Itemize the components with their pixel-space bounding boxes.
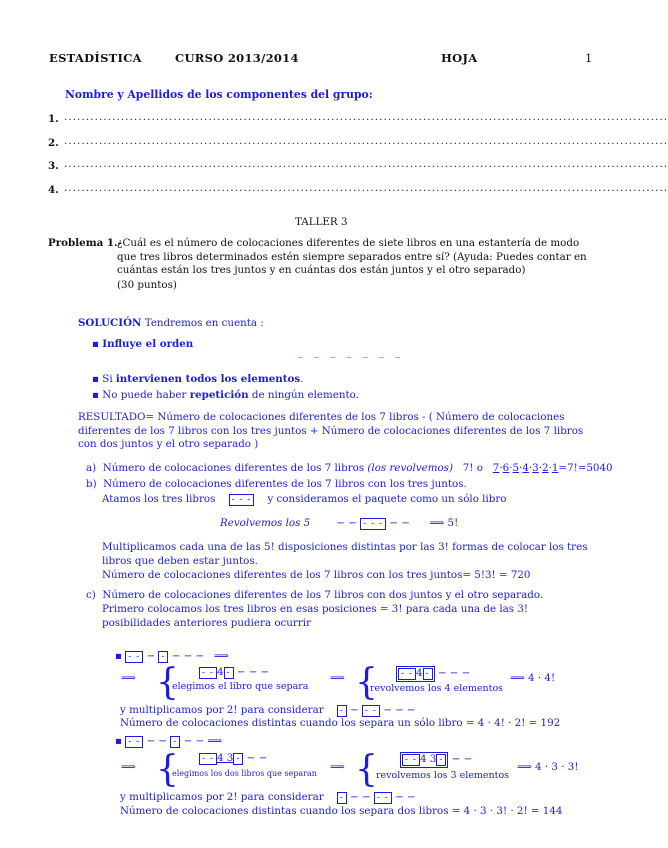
case2-result: ⟹ 4 · 3 · 3! <box>517 761 579 773</box>
group-line-1-dots: .......................................................................................................................................... <box>64 112 668 123</box>
bullet-rep-post: de ningún elemento. <box>248 389 359 401</box>
single-box: - <box>337 792 347 804</box>
bullet-order-text: Influye el orden <box>102 338 194 350</box>
case1-brace1-label: elegimos el libro que separa <box>172 681 309 692</box>
group-box: - - 4 - <box>396 666 435 682</box>
case1-count: Número de colocaciones distintas cuando los separa un sólo libro = 4 · 4! · 2! = 192 <box>120 717 561 729</box>
single-box: - <box>423 668 433 680</box>
bullet-rep-pre: No puede haber <box>102 389 190 401</box>
case2-arrangement: ▪ - - − − - − − ⟹ <box>115 735 223 747</box>
problem-label: Problema 1.- <box>48 237 122 249</box>
case1-arrangement: ▪ - - − - − − − ⟹ <box>115 650 229 662</box>
header-sheet: HOJA <box>441 51 478 65</box>
digit: 7 <box>492 462 500 474</box>
part-b-revolve-text: Revolvemos los 5 <box>220 517 311 529</box>
group-box: - - 4 3 - <box>400 752 448 768</box>
part-b-count: Número de colocaciones diferentes de los 7 libros con los tres juntos= 5!3! = 720 <box>102 569 531 581</box>
case1-arrow: ⟹ <box>121 672 136 684</box>
single-box: - <box>224 667 234 679</box>
part-c-line1-text: Número de colocaciones diferentes de los 7 libros con dos juntos y el otro separado. <box>102 589 544 601</box>
case2-choice: - - 4 3 - − − <box>199 752 267 766</box>
digit: 1 <box>551 462 559 474</box>
group-line-2-label: 2. <box>48 137 59 149</box>
solution-label: SOLUCIÓN <box>78 317 142 329</box>
position-dashes: _ _ _ _ _ _ _ <box>298 347 405 358</box>
bullet-all-post: . <box>300 373 304 385</box>
group-line-4-label: 4. <box>48 184 59 196</box>
single-box: - <box>158 651 168 663</box>
case1-brace2: { <box>355 662 378 703</box>
part-b-revolve: Revolvemos los 5 − − - - - − − ⟹ 5! <box>220 517 459 529</box>
digit: 2 <box>542 462 549 474</box>
bullet-dot: ▪ <box>92 338 99 350</box>
book-bundle-box: - - - <box>229 494 255 506</box>
group-line-1-label: 1. <box>48 113 59 125</box>
part-b-multiply: Multiplicamos cada una de las 5! disposiciones distintas por las 3! formas de colocar los tres libros que deben estar juntos. <box>102 541 588 567</box>
part-b-line1-text: Número de colocaciones diferentes de los 7 libros con los tres juntos. <box>103 478 467 490</box>
group-line-3-label: 3. <box>48 160 59 172</box>
case1-num: 4 <box>216 666 224 678</box>
bullet-rep-bold: repetición <box>189 389 249 401</box>
part-c-line1 <box>86 589 543 603</box>
digit: 3 <box>532 462 539 474</box>
part-b-label: b) <box>86 478 97 490</box>
part-a-factorial: 7! o <box>462 462 483 474</box>
digit: 5 <box>512 462 520 474</box>
case2-arrow2: ⟹ <box>330 761 345 773</box>
problem-points: (30 puntos) <box>117 279 177 291</box>
single-box: - <box>436 754 446 766</box>
workshop-title: TALLER 3 <box>295 216 348 228</box>
part-a-result: =7!=5040 <box>558 462 613 474</box>
case1-result: ⟹ 4 · 4! <box>510 672 556 684</box>
book-bundle-box: - - - <box>360 518 386 530</box>
case2-count: Número de colocaciones distintas cuando los separa dos libros = 4 · 3 · 3! · 2! = 144 <box>120 805 563 817</box>
group-title: Nombre y Apellidos de los componentes del grupo: <box>65 88 373 101</box>
bullet-all-pre: Si <box>102 373 116 385</box>
single-box: - <box>337 705 347 717</box>
bullet-dot: ▪ <box>92 389 99 401</box>
part-b-line2 <box>102 493 506 507</box>
case2-brace1: { <box>156 749 179 790</box>
part-a-text: Número de colocaciones diferentes de los 7 libros <box>102 462 365 474</box>
case2-multiply: y multiplicamos por 2! para considerar - − − - - − − <box>120 791 416 803</box>
solution-intro <box>78 317 264 331</box>
pair-box: - - <box>374 792 392 804</box>
case2-brace2-label: revolvemos los 3 elementos <box>376 770 510 781</box>
case1-brace2-label: revolvemos los 4 elementos <box>370 683 504 694</box>
part-a: a) Número de colocaciones diferentes de los 7 libros (los revolvemos) 7! o 7·6·5·4·3·2·1=7!=5040 <box>86 462 613 474</box>
pair-box: - - <box>199 667 217 679</box>
case1-multiply: y multiplicamos por 2! para considerar - − - - − − − <box>120 704 416 716</box>
case2-multiply-text: y multiplicamos por 2! para considerar <box>120 791 324 803</box>
digit: 6 <box>502 462 510 474</box>
bullet-all-bold: intervienen todos los elementos <box>115 373 301 385</box>
part-c-line2: Primero colocamos los tres libros en esas posiciones = 3! para cada una de las 3! posibilidades anteriores pudiera ocurrir <box>102 603 529 629</box>
problem-text: ¿Cuál es el número de colocaciones diferentes de siete libros en una estantería de modo que tres libros determinados estén siempre separados entre sí? (Ayuda: Puedes contar en cuántas están los tres juntos y en cuántas dos están juntos y el otro separado) <box>117 237 587 277</box>
part-c-label: c) <box>86 589 96 601</box>
group-line-4-dots: .......................................................................................................................................... <box>64 183 668 194</box>
digit: 4 <box>522 462 529 474</box>
case2-brace1-label: elegimos los dos libros que separan <box>172 769 317 778</box>
bullet-all-elements <box>92 373 303 387</box>
case1-brace1: { <box>156 662 179 703</box>
part-a-label: a) <box>86 462 97 474</box>
pair-box: - - <box>125 651 143 663</box>
pair-box: - - <box>362 705 380 717</box>
case1-multiply-text: y multiplicamos por 2! para considerar <box>120 704 324 716</box>
header-course: CURSO 2013/2014 <box>175 51 299 65</box>
pair-box: - - <box>199 753 217 765</box>
case2-num: 4 3 <box>216 752 234 764</box>
header-subject: ESTADÍSTICA <box>49 51 142 65</box>
solution-intro-text: Tendremos en cuenta : <box>144 317 264 329</box>
part-a-italic: (los revolvemos) <box>367 462 453 474</box>
pair-box: - - <box>402 754 420 766</box>
pair-box: - - <box>398 668 416 680</box>
part-b-line2-post: y consideramos el paquete como un sólo libro <box>267 493 507 505</box>
bullet-no-repetition <box>92 389 359 403</box>
part-b-result: ⟹ 5! <box>429 517 459 529</box>
case1-arrow2: ⟹ <box>330 672 345 684</box>
case1-choice: - - 4 - − − − <box>199 666 269 680</box>
case2-arrow: ⟹ <box>121 761 136 773</box>
header-page-number: 1 <box>585 51 593 65</box>
case2-group: - - 4 3 - − − <box>400 752 472 768</box>
bullet-order <box>92 338 193 352</box>
case2-brace2: { <box>355 749 378 790</box>
single-box: - <box>170 736 180 748</box>
group-line-3-dots: .......................................................................................................................................... <box>64 159 668 170</box>
result-statement: RESULTADO= Número de colocaciones diferentes de los 7 libros - ( Número de colocaciones diferentes de los 7 libros con los tres juntos + Número de colocaciones diferentes de los 7 libros con dos juntos y el otro separado ) <box>78 411 584 451</box>
single-box: - <box>233 753 243 765</box>
part-b-line1 <box>86 478 467 492</box>
bullet-dot: ▪ <box>92 373 99 385</box>
case1-group: - - 4 - − − − <box>396 666 470 682</box>
pair-box: - - <box>125 736 143 748</box>
part-b-line2-pre: Atamos los tres libros <box>102 493 216 505</box>
group-line-2-dots: .......................................................................................................................................... <box>64 136 668 147</box>
